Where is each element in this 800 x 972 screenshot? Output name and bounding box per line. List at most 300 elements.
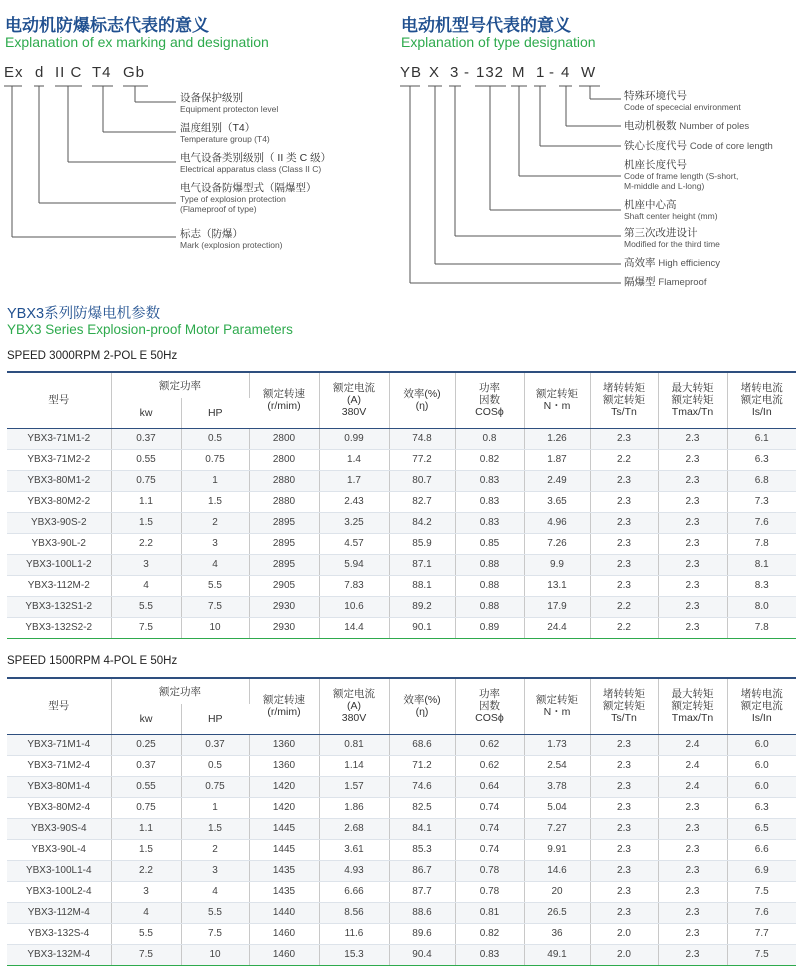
- type-code-132: 132: [476, 64, 505, 81]
- value-cell: 2.3: [658, 596, 727, 617]
- value-cell: 2880: [249, 470, 319, 491]
- value-cell: 10.6: [319, 596, 389, 617]
- value-cell: 3.25: [319, 512, 389, 533]
- value-cell: 1460: [249, 923, 319, 944]
- value-cell: 6.3: [727, 797, 796, 818]
- table-row: [7, 575, 796, 596]
- value-cell: 2.3: [590, 734, 658, 755]
- table-row: [7, 428, 796, 449]
- model-cell: YBX3-132S2-2: [7, 617, 111, 638]
- value-cell: 1.1: [111, 491, 181, 512]
- type-code-yb: YB: [400, 64, 423, 81]
- value-cell: 4: [111, 575, 181, 596]
- value-cell: 17.9: [524, 596, 590, 617]
- value-cell: 7.5: [727, 944, 796, 965]
- value-cell: 68.6: [389, 734, 455, 755]
- value-cell: 1440: [249, 902, 319, 923]
- value-cell: 1.4: [319, 449, 389, 470]
- value-cell: 2.3: [590, 902, 658, 923]
- value-cell: 0.74: [455, 839, 524, 860]
- value-cell: 2.2: [111, 860, 181, 881]
- ex-label-mark: 标志（防爆） Mark (explosion protection): [180, 228, 283, 250]
- value-cell: 74.8: [389, 428, 455, 449]
- value-cell: 4.93: [319, 860, 389, 881]
- value-cell: 0.83: [455, 491, 524, 512]
- value-cell: 2.3: [590, 755, 658, 776]
- value-cell: 10: [181, 944, 249, 965]
- table-row: [7, 944, 796, 965]
- type-code-m: M: [512, 64, 526, 81]
- type-label-core-length: 铁心长度代号 Code of core length: [624, 140, 773, 152]
- value-cell: 3: [181, 533, 249, 554]
- value-cell: 89.6: [389, 923, 455, 944]
- value-cell: 1435: [249, 860, 319, 881]
- value-cell: 0.74: [455, 818, 524, 839]
- value-cell: 2905: [249, 575, 319, 596]
- col-kw: kw: [111, 398, 181, 428]
- value-cell: 8.56: [319, 902, 389, 923]
- value-cell: 1: [181, 470, 249, 491]
- table-row: [7, 596, 796, 617]
- value-cell: 2.3: [658, 428, 727, 449]
- value-cell: 2.0: [590, 923, 658, 944]
- value-cell: 2.3: [590, 554, 658, 575]
- value-cell: 2.4: [658, 755, 727, 776]
- value-cell: 9.91: [524, 839, 590, 860]
- type-label-flameproof: 隔爆型 Flameproof: [624, 276, 707, 288]
- type-label-special-environment: 特殊环境代号 Code of spececial environment: [624, 90, 741, 112]
- value-cell: 74.6: [389, 776, 455, 797]
- value-cell: 11.6: [319, 923, 389, 944]
- value-cell: 6.9: [727, 860, 796, 881]
- value-cell: 1.57: [319, 776, 389, 797]
- value-cell: 2.3: [590, 797, 658, 818]
- model-cell: YBX3-90L-2: [7, 533, 111, 554]
- model-cell: YBX3-100L2-4: [7, 881, 111, 902]
- value-cell: 2.3: [658, 881, 727, 902]
- value-cell: 7.7: [727, 923, 796, 944]
- type-code-w: W: [581, 64, 597, 81]
- type-code-x: X: [429, 64, 441, 81]
- value-cell: 1.7: [319, 470, 389, 491]
- type-designation-title-cn: 电动机型号代表的意义: [401, 16, 571, 35]
- value-cell: 2.2: [111, 533, 181, 554]
- col-power: 额定功率: [111, 372, 249, 398]
- value-cell: 2.3: [658, 491, 727, 512]
- table-row: [7, 491, 796, 512]
- model-cell: YBX3-80M2-2: [7, 491, 111, 512]
- value-cell: 6.0: [727, 776, 796, 797]
- table-row: [7, 533, 796, 554]
- value-cell: 1.87: [524, 449, 590, 470]
- value-cell: 6.5: [727, 818, 796, 839]
- col-efficiency: 效率(%) (η): [389, 372, 455, 428]
- value-cell: 7.6: [727, 902, 796, 923]
- value-cell: 2.3: [658, 860, 727, 881]
- ex-label-protection-level: 设备保护级别 Equipment protecton level: [180, 92, 279, 114]
- col-hp: HP: [181, 704, 249, 734]
- value-cell: 1445: [249, 818, 319, 839]
- value-cell: 7.5: [727, 881, 796, 902]
- value-cell: 5.5: [111, 923, 181, 944]
- ex-code-t4: T4: [92, 64, 112, 81]
- value-cell: 1.5: [111, 839, 181, 860]
- value-cell: 0.8: [455, 428, 524, 449]
- value-cell: 0.55: [111, 776, 181, 797]
- model-cell: YBX3-112M-4: [7, 902, 111, 923]
- value-cell: 15.3: [319, 944, 389, 965]
- value-cell: 2.3: [658, 470, 727, 491]
- value-cell: 4.57: [319, 533, 389, 554]
- table-row: [7, 839, 796, 860]
- value-cell: 6.3: [727, 449, 796, 470]
- value-cell: 2930: [249, 596, 319, 617]
- table-row: [7, 860, 796, 881]
- value-cell: 2.3: [658, 617, 727, 638]
- table-row: [7, 776, 796, 797]
- value-cell: 84.1: [389, 818, 455, 839]
- col-torque: 额定转矩 N・m: [524, 678, 590, 734]
- ex-label-protection-type: 电气设备防爆型式（隔爆型） Type of explosion protection (Flameproof of type): [180, 182, 317, 214]
- value-cell: 2.3: [658, 533, 727, 554]
- value-cell: 9.9: [524, 554, 590, 575]
- value-cell: 26.5: [524, 902, 590, 923]
- value-cell: 7.5: [181, 923, 249, 944]
- value-cell: 0.88: [455, 554, 524, 575]
- value-cell: 7.26: [524, 533, 590, 554]
- value-cell: 5.5: [181, 575, 249, 596]
- table2-speed-label: SPEED 1500RPM 4-POL E 50Hz: [7, 655, 178, 667]
- value-cell: 5.94: [319, 554, 389, 575]
- value-cell: 0.75: [111, 470, 181, 491]
- value-cell: 2800: [249, 449, 319, 470]
- value-cell: 1445: [249, 839, 319, 860]
- value-cell: 0.25: [111, 734, 181, 755]
- value-cell: 5.5: [111, 596, 181, 617]
- type-code-dash-2: -: [549, 64, 555, 81]
- type-code-4: 4: [561, 64, 571, 81]
- value-cell: 0.75: [181, 449, 249, 470]
- value-cell: 7.5: [111, 944, 181, 965]
- col-model: 型号: [7, 372, 111, 428]
- model-cell: YBX3-80M1-4: [7, 776, 111, 797]
- value-cell: 7.6: [727, 512, 796, 533]
- value-cell: 2880: [249, 491, 319, 512]
- value-cell: 2.3: [658, 554, 727, 575]
- value-cell: 2: [181, 512, 249, 533]
- type-label-poles: 电动机极数 Number of poles: [624, 120, 750, 132]
- value-cell: 3: [111, 881, 181, 902]
- value-cell: 13.1: [524, 575, 590, 596]
- ex-marking-title-en: Explanation of ex marking and designation: [5, 34, 269, 50]
- value-cell: 2.54: [524, 755, 590, 776]
- value-cell: 6.6: [727, 839, 796, 860]
- type-label-third-design: 第三次改进设计 Modified for the third time: [624, 227, 720, 249]
- col-power-factor: 功率 因数 COSϕ: [455, 372, 524, 428]
- value-cell: 3.78: [524, 776, 590, 797]
- type-label-shaft-height: 机座中心高 Shaft center height (mm): [624, 199, 718, 221]
- value-cell: 1.86: [319, 797, 389, 818]
- value-cell: 0.83: [455, 944, 524, 965]
- value-cell: 2.3: [590, 470, 658, 491]
- value-cell: 2.0: [590, 944, 658, 965]
- value-cell: 3: [181, 860, 249, 881]
- value-cell: 2.2: [590, 449, 658, 470]
- value-cell: 7.8: [727, 617, 796, 638]
- value-cell: 2.49: [524, 470, 590, 491]
- value-cell: 82.5: [389, 797, 455, 818]
- value-cell: 2895: [249, 533, 319, 554]
- col-model: 型号: [7, 678, 111, 734]
- col-locked-current: 堵转电流 额定电流 Is/In: [727, 372, 796, 428]
- value-cell: 2.43: [319, 491, 389, 512]
- type-label-high-efficiency: 高效率 High efficiency: [624, 257, 721, 269]
- value-cell: 87.7: [389, 881, 455, 902]
- value-cell: 89.2: [389, 596, 455, 617]
- value-cell: 2.3: [658, 818, 727, 839]
- value-cell: 1435: [249, 881, 319, 902]
- value-cell: 82.7: [389, 491, 455, 512]
- value-cell: 2.2: [590, 596, 658, 617]
- model-cell: YBX3-71M1-2: [7, 428, 111, 449]
- value-cell: 2.3: [590, 533, 658, 554]
- table-row: [7, 797, 796, 818]
- value-cell: 90.1: [389, 617, 455, 638]
- table-row: [7, 512, 796, 533]
- value-cell: 0.99: [319, 428, 389, 449]
- value-cell: 0.83: [455, 470, 524, 491]
- table-row: [7, 818, 796, 839]
- table-row: [7, 554, 796, 575]
- value-cell: 3: [111, 554, 181, 575]
- ex-code-ex: Ex: [4, 64, 24, 81]
- type-label-frame-length: 机座长度代号 Code of frame length (S-short, M-middle and L-long): [624, 159, 739, 191]
- col-torque: 额定转矩 N・m: [524, 372, 590, 428]
- value-cell: 0.88: [455, 575, 524, 596]
- model-cell: YBX3-71M2-2: [7, 449, 111, 470]
- value-cell: 49.1: [524, 944, 590, 965]
- value-cell: 1.5: [181, 818, 249, 839]
- col-power: 额定功率: [111, 678, 249, 704]
- value-cell: 90.4: [389, 944, 455, 965]
- value-cell: 24.4: [524, 617, 590, 638]
- value-cell: 0.85: [455, 533, 524, 554]
- value-cell: 1: [181, 797, 249, 818]
- table-row: [7, 470, 796, 491]
- value-cell: 0.62: [455, 734, 524, 755]
- ex-marking-title-cn: 电动机防爆标志代表的意义: [5, 16, 209, 35]
- ex-code-d: d: [35, 64, 45, 81]
- value-cell: 7.5: [111, 617, 181, 638]
- model-cell: YBX3-132S-4: [7, 923, 111, 944]
- value-cell: 0.64: [455, 776, 524, 797]
- model-cell: YBX3-80M2-4: [7, 797, 111, 818]
- value-cell: 2.3: [590, 428, 658, 449]
- value-cell: 2.4: [658, 734, 727, 755]
- value-cell: 6.1: [727, 428, 796, 449]
- col-locked-torque: 堵转转矩 额定转矩 Ts/Tn: [590, 678, 658, 734]
- model-cell: YBX3-112M-2: [7, 575, 111, 596]
- col-max-torque: 最大转矩 额定转矩 Tmax/Tn: [658, 372, 727, 428]
- value-cell: 0.82: [455, 449, 524, 470]
- value-cell: 4: [181, 554, 249, 575]
- model-cell: YBX3-71M1-4: [7, 734, 111, 755]
- value-cell: 1.14: [319, 755, 389, 776]
- value-cell: 1420: [249, 776, 319, 797]
- value-cell: 87.1: [389, 554, 455, 575]
- value-cell: 8.1: [727, 554, 796, 575]
- value-cell: 2.3: [658, 944, 727, 965]
- value-cell: 2.3: [590, 512, 658, 533]
- value-cell: 2895: [249, 512, 319, 533]
- value-cell: 88.6: [389, 902, 455, 923]
- value-cell: 0.55: [111, 449, 181, 470]
- table-row: [7, 617, 796, 638]
- value-cell: 3.65: [524, 491, 590, 512]
- value-cell: 84.2: [389, 512, 455, 533]
- model-cell: YBX3-90S-2: [7, 512, 111, 533]
- type-code-1: 1: [536, 64, 546, 81]
- value-cell: 2.2: [590, 617, 658, 638]
- value-cell: 2.3: [590, 839, 658, 860]
- value-cell: 2.3: [590, 818, 658, 839]
- value-cell: 1360: [249, 755, 319, 776]
- value-cell: 2.3: [590, 491, 658, 512]
- value-cell: 1420: [249, 797, 319, 818]
- value-cell: 0.5: [181, 755, 249, 776]
- value-cell: 7.5: [181, 596, 249, 617]
- value-cell: 2.3: [658, 902, 727, 923]
- value-cell: 2.4: [658, 776, 727, 797]
- table-row: [7, 923, 796, 944]
- type-code-3: 3: [450, 64, 460, 81]
- col-locked-current: 堵转电流 额定电流 Is/In: [727, 678, 796, 734]
- value-cell: 2.3: [658, 839, 727, 860]
- table-row: [7, 755, 796, 776]
- value-cell: 71.2: [389, 755, 455, 776]
- value-cell: 0.74: [455, 797, 524, 818]
- table-row: [7, 881, 796, 902]
- value-cell: 2.3: [590, 860, 658, 881]
- value-cell: 7.83: [319, 575, 389, 596]
- model-cell: YBX3-100L1-2: [7, 554, 111, 575]
- value-cell: 80.7: [389, 470, 455, 491]
- table-row: [7, 449, 796, 470]
- ex-label-temperature-group: 温度组别（T4） Temperature group (T4): [180, 122, 270, 144]
- value-cell: 2.3: [658, 797, 727, 818]
- value-cell: 0.37: [111, 755, 181, 776]
- value-cell: 88.1: [389, 575, 455, 596]
- value-cell: 1.73: [524, 734, 590, 755]
- value-cell: 1.5: [111, 512, 181, 533]
- value-cell: 2800: [249, 428, 319, 449]
- value-cell: 0.78: [455, 860, 524, 881]
- value-cell: 2.68: [319, 818, 389, 839]
- spec-table-3000rpm: [7, 371, 796, 639]
- value-cell: 2.3: [658, 923, 727, 944]
- value-cell: 6.0: [727, 755, 796, 776]
- table1-speed-label: SPEED 3000RPM 2-POL E 50Hz: [7, 350, 178, 362]
- value-cell: 6.66: [319, 881, 389, 902]
- value-cell: 85.9: [389, 533, 455, 554]
- table-row: [7, 902, 796, 923]
- value-cell: 0.78: [455, 881, 524, 902]
- value-cell: 2.3: [590, 881, 658, 902]
- value-cell: 8.0: [727, 596, 796, 617]
- value-cell: 0.81: [319, 734, 389, 755]
- value-cell: 0.5: [181, 428, 249, 449]
- col-speed: 额定转速 (r/mim): [249, 678, 319, 734]
- value-cell: 0.89: [455, 617, 524, 638]
- value-cell: 8.3: [727, 575, 796, 596]
- model-cell: YBX3-132S1-2: [7, 596, 111, 617]
- value-cell: 4: [111, 902, 181, 923]
- value-cell: 1360: [249, 734, 319, 755]
- ex-code-gb: Gb: [123, 64, 146, 81]
- model-cell: YBX3-90L-4: [7, 839, 111, 860]
- value-cell: 0.82: [455, 923, 524, 944]
- value-cell: 1.5: [181, 491, 249, 512]
- value-cell: 5.04: [524, 797, 590, 818]
- value-cell: 3.61: [319, 839, 389, 860]
- value-cell: 14.4: [319, 617, 389, 638]
- value-cell: 6.0: [727, 734, 796, 755]
- value-cell: 1.26: [524, 428, 590, 449]
- col-hp: HP: [181, 398, 249, 428]
- col-kw: kw: [111, 704, 181, 734]
- value-cell: 0.62: [455, 755, 524, 776]
- value-cell: 86.7: [389, 860, 455, 881]
- col-current: 额定电流 (A) 380V: [319, 678, 389, 734]
- col-efficiency: 效率(%) (η): [389, 678, 455, 734]
- value-cell: 0.37: [181, 734, 249, 755]
- value-cell: 0.81: [455, 902, 524, 923]
- ex-code-iic: II C: [55, 64, 83, 81]
- value-cell: 7.8: [727, 533, 796, 554]
- value-cell: 10: [181, 617, 249, 638]
- value-cell: 2930: [249, 617, 319, 638]
- value-cell: 0.37: [111, 428, 181, 449]
- value-cell: 2.3: [590, 575, 658, 596]
- spec-table-1500rpm: [7, 677, 796, 966]
- value-cell: 1.1: [111, 818, 181, 839]
- type-designation-title-en: Explanation of type designation: [401, 34, 596, 50]
- value-cell: 4.96: [524, 512, 590, 533]
- value-cell: 77.2: [389, 449, 455, 470]
- model-cell: YBX3-71M2-4: [7, 755, 111, 776]
- col-current: 额定电流 (A) 380V: [319, 372, 389, 428]
- value-cell: 0.83: [455, 512, 524, 533]
- section-title-en: YBX3 Series Explosion-proof Motor Parameters: [7, 322, 293, 337]
- value-cell: 2.3: [658, 575, 727, 596]
- value-cell: 36: [524, 923, 590, 944]
- model-cell: YBX3-90S-4: [7, 818, 111, 839]
- value-cell: 2895: [249, 554, 319, 575]
- col-speed: 额定转速 (r/mim): [249, 372, 319, 428]
- value-cell: 4: [181, 881, 249, 902]
- value-cell: 85.3: [389, 839, 455, 860]
- value-cell: 2.3: [658, 512, 727, 533]
- col-max-torque: 最大转矩 额定转矩 Tmax/Tn: [658, 678, 727, 734]
- col-locked-torque: 堵转转矩 额定转矩 Ts/Tn: [590, 372, 658, 428]
- col-power-factor: 功率 因数 COSϕ: [455, 678, 524, 734]
- model-cell: YBX3-132M-4: [7, 944, 111, 965]
- type-code-dash-1: -: [464, 64, 470, 81]
- value-cell: 0.88: [455, 596, 524, 617]
- model-cell: YBX3-80M1-2: [7, 470, 111, 491]
- value-cell: 2.3: [590, 776, 658, 797]
- ex-label-apparatus-class: 电气设备类别级别（ II 类 C 级） Electrical apparatus class (Class II C): [180, 152, 332, 174]
